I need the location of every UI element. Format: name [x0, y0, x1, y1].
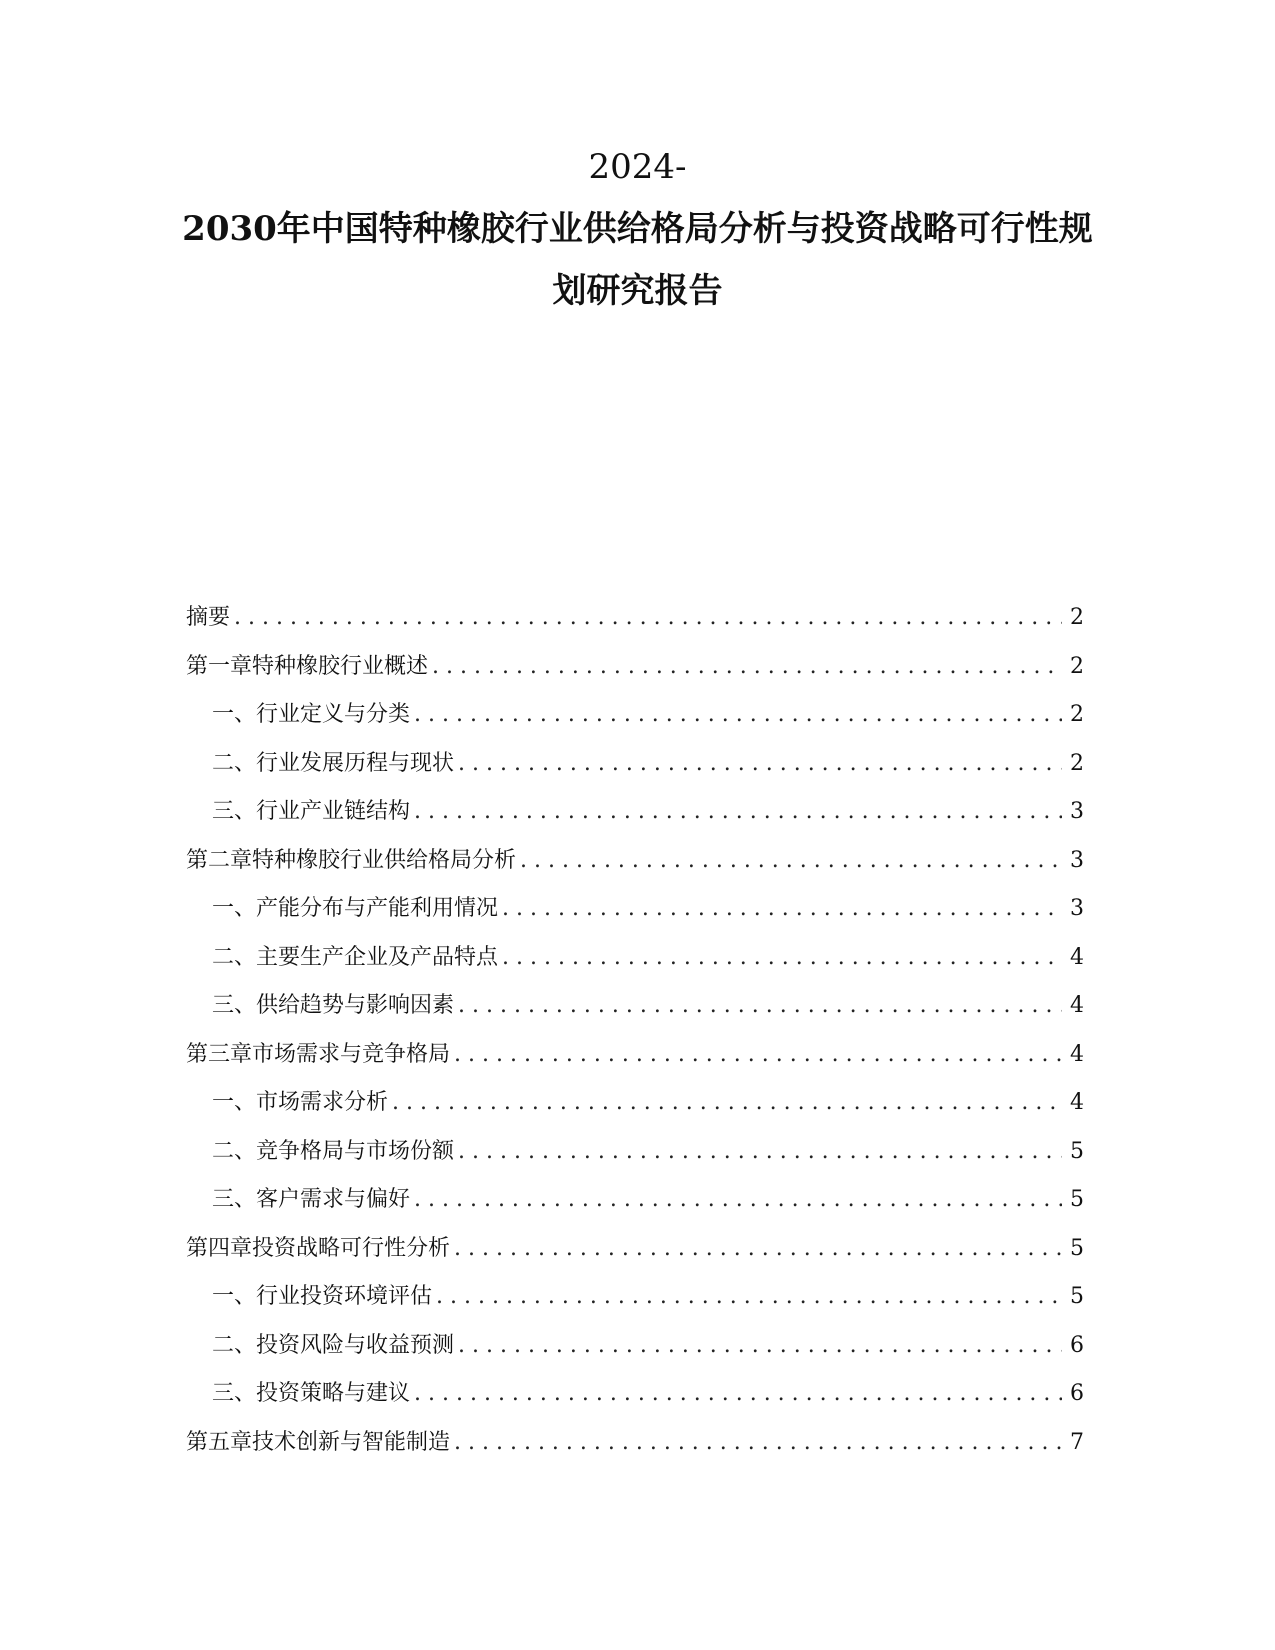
toc-dot-leader: [454, 1430, 1062, 1455]
toc-entry-number: 三、: [212, 1381, 257, 1406]
toc-entry-chapter[interactable]: [186, 1231, 1084, 1280]
toc-page-number: 4: [1070, 1090, 1084, 1115]
table-of-contents: [186, 600, 1084, 1473]
toc-entry-number: 第五章: [186, 1429, 253, 1455]
toc-page-number: 4: [1070, 993, 1084, 1018]
toc-page-number: 3: [1070, 799, 1084, 824]
toc-entry-title: 竞争格局与市场份额: [256, 1138, 455, 1164]
title-line-1: 2024-: [588, 147, 687, 187]
toc-dot-leader: [458, 993, 1062, 1018]
toc-entry-section[interactable]: [186, 1134, 1084, 1183]
toc-entry-title: 行业投资环境评估: [256, 1284, 433, 1309]
toc-dot-leader: [458, 1139, 1062, 1164]
toc-entry-number: 三、: [212, 993, 257, 1018]
toc-page-number: 2: [1070, 605, 1084, 630]
toc-entry-title: 市场需求与竞争格局: [252, 1041, 451, 1067]
toc-entry-section[interactable]: [186, 1328, 1084, 1377]
toc-page-number: 5: [1070, 1284, 1084, 1309]
toc-entry-chapter[interactable]: [186, 843, 1084, 892]
toc-entry-number: 二、: [212, 1332, 257, 1358]
toc-page-number: 3: [1070, 847, 1084, 873]
toc-entry-title: 投资策略与建议: [256, 1381, 411, 1406]
toc-dot-leader: [454, 1236, 1062, 1261]
toc-entry-section[interactable]: [186, 697, 1084, 746]
toc-page-number: 7: [1070, 1429, 1084, 1455]
toc-entry-section[interactable]: [186, 1376, 1084, 1425]
toc-dot-leader: [458, 1333, 1062, 1358]
toc-page-number: 3: [1070, 896, 1084, 921]
toc-dot-leader: [414, 1381, 1062, 1406]
toc-entry-number: 第二章: [186, 847, 253, 873]
toc-dot-leader: [502, 896, 1062, 921]
toc-page-number: 2: [1070, 653, 1084, 679]
toc-entry-section[interactable]: [186, 891, 1084, 940]
toc-dot-leader: [414, 1187, 1062, 1212]
toc-dot-leader: [502, 945, 1062, 970]
toc-entry-title: 技术创新与智能制造: [252, 1429, 451, 1455]
toc-page-number: 4: [1070, 1041, 1084, 1067]
toc-entry-title: 客户需求与偏好: [256, 1187, 411, 1212]
toc-entry-title: 市场需求分析: [256, 1090, 389, 1115]
title-line-3: 划研究报告: [552, 271, 723, 311]
toc-dot-leader: [414, 702, 1062, 727]
toc-entry-number: 三、: [212, 799, 257, 824]
toc-entry-number: 二、: [212, 944, 257, 970]
toc-entry-number: 一、: [212, 1090, 257, 1115]
toc-entry-title: 行业定义与分类: [256, 702, 411, 727]
toc-entry-section[interactable]: [186, 1085, 1084, 1134]
toc-entry-section[interactable]: [186, 988, 1084, 1037]
toc-entry-chapter[interactable]: [186, 649, 1084, 698]
toc-entry-title: 投资风险与收益预测: [256, 1332, 455, 1358]
toc-dot-leader: [392, 1090, 1062, 1115]
toc-dot-leader: [458, 751, 1062, 776]
toc-dot-leader: [234, 605, 1062, 630]
toc-page-number: 2: [1070, 702, 1084, 727]
toc-dot-leader: [436, 1284, 1062, 1309]
document-title: [0, 136, 1275, 322]
toc-entry-number: 第三章: [186, 1041, 253, 1067]
toc-entry-number: 一、: [212, 702, 257, 727]
toc-entry-title: 行业发展历程与现状: [256, 750, 455, 776]
toc-page-number: 2: [1070, 750, 1084, 776]
toc-entry-title: 投资战略可行性分析: [252, 1235, 451, 1261]
toc-dot-leader: [432, 654, 1062, 679]
toc-page-number: 5: [1070, 1187, 1084, 1212]
toc-page-number: 5: [1070, 1138, 1084, 1164]
toc-entry-title: 供给趋势与影响因素: [256, 993, 455, 1018]
toc-entry-section[interactable]: [186, 746, 1084, 795]
toc-entry-number: 一、: [212, 1284, 257, 1309]
toc-entry-title: 行业产业链结构: [256, 799, 411, 824]
toc-entry-chapter[interactable]: [186, 1037, 1084, 1086]
toc-entry-abstract[interactable]: [186, 600, 1084, 649]
toc-entry-title: 特种橡胶行业供给格局分析: [252, 847, 517, 873]
toc-entry-number: 二、: [212, 1138, 257, 1164]
toc-entry-section[interactable]: [186, 794, 1084, 843]
toc-entry-title: 主要生产企业及产品特点: [256, 944, 499, 970]
toc-entry-title: 特种橡胶行业概述: [252, 653, 429, 679]
toc-page-number: 4: [1070, 944, 1084, 970]
toc-dot-leader: [414, 799, 1062, 824]
toc-entry-number: 第一章: [186, 653, 253, 679]
toc-page-number: 6: [1070, 1332, 1084, 1358]
toc-entry-number: 二、: [212, 750, 257, 776]
toc-entry-number: 三、: [212, 1187, 257, 1212]
toc-entry-chapter[interactable]: [186, 1425, 1084, 1474]
toc-entry-number: 一、: [212, 896, 257, 921]
toc-entry-section[interactable]: [186, 1182, 1084, 1231]
title-line-2: 2030年中国特种橡胶行业供给格局分析与投资战略可行性规: [182, 209, 1093, 249]
toc-dot-leader: [520, 848, 1062, 873]
toc-entry-section[interactable]: [186, 1279, 1084, 1328]
toc-page-number: 6: [1070, 1381, 1084, 1406]
toc-entry-section[interactable]: [186, 940, 1084, 989]
toc-entry-number: 第四章: [186, 1235, 253, 1261]
toc-page-number: 5: [1070, 1235, 1084, 1261]
toc-entry-title: 摘要: [186, 605, 231, 630]
toc-entry-title: 产能分布与产能利用情况: [256, 896, 499, 921]
toc-dot-leader: [454, 1042, 1062, 1067]
